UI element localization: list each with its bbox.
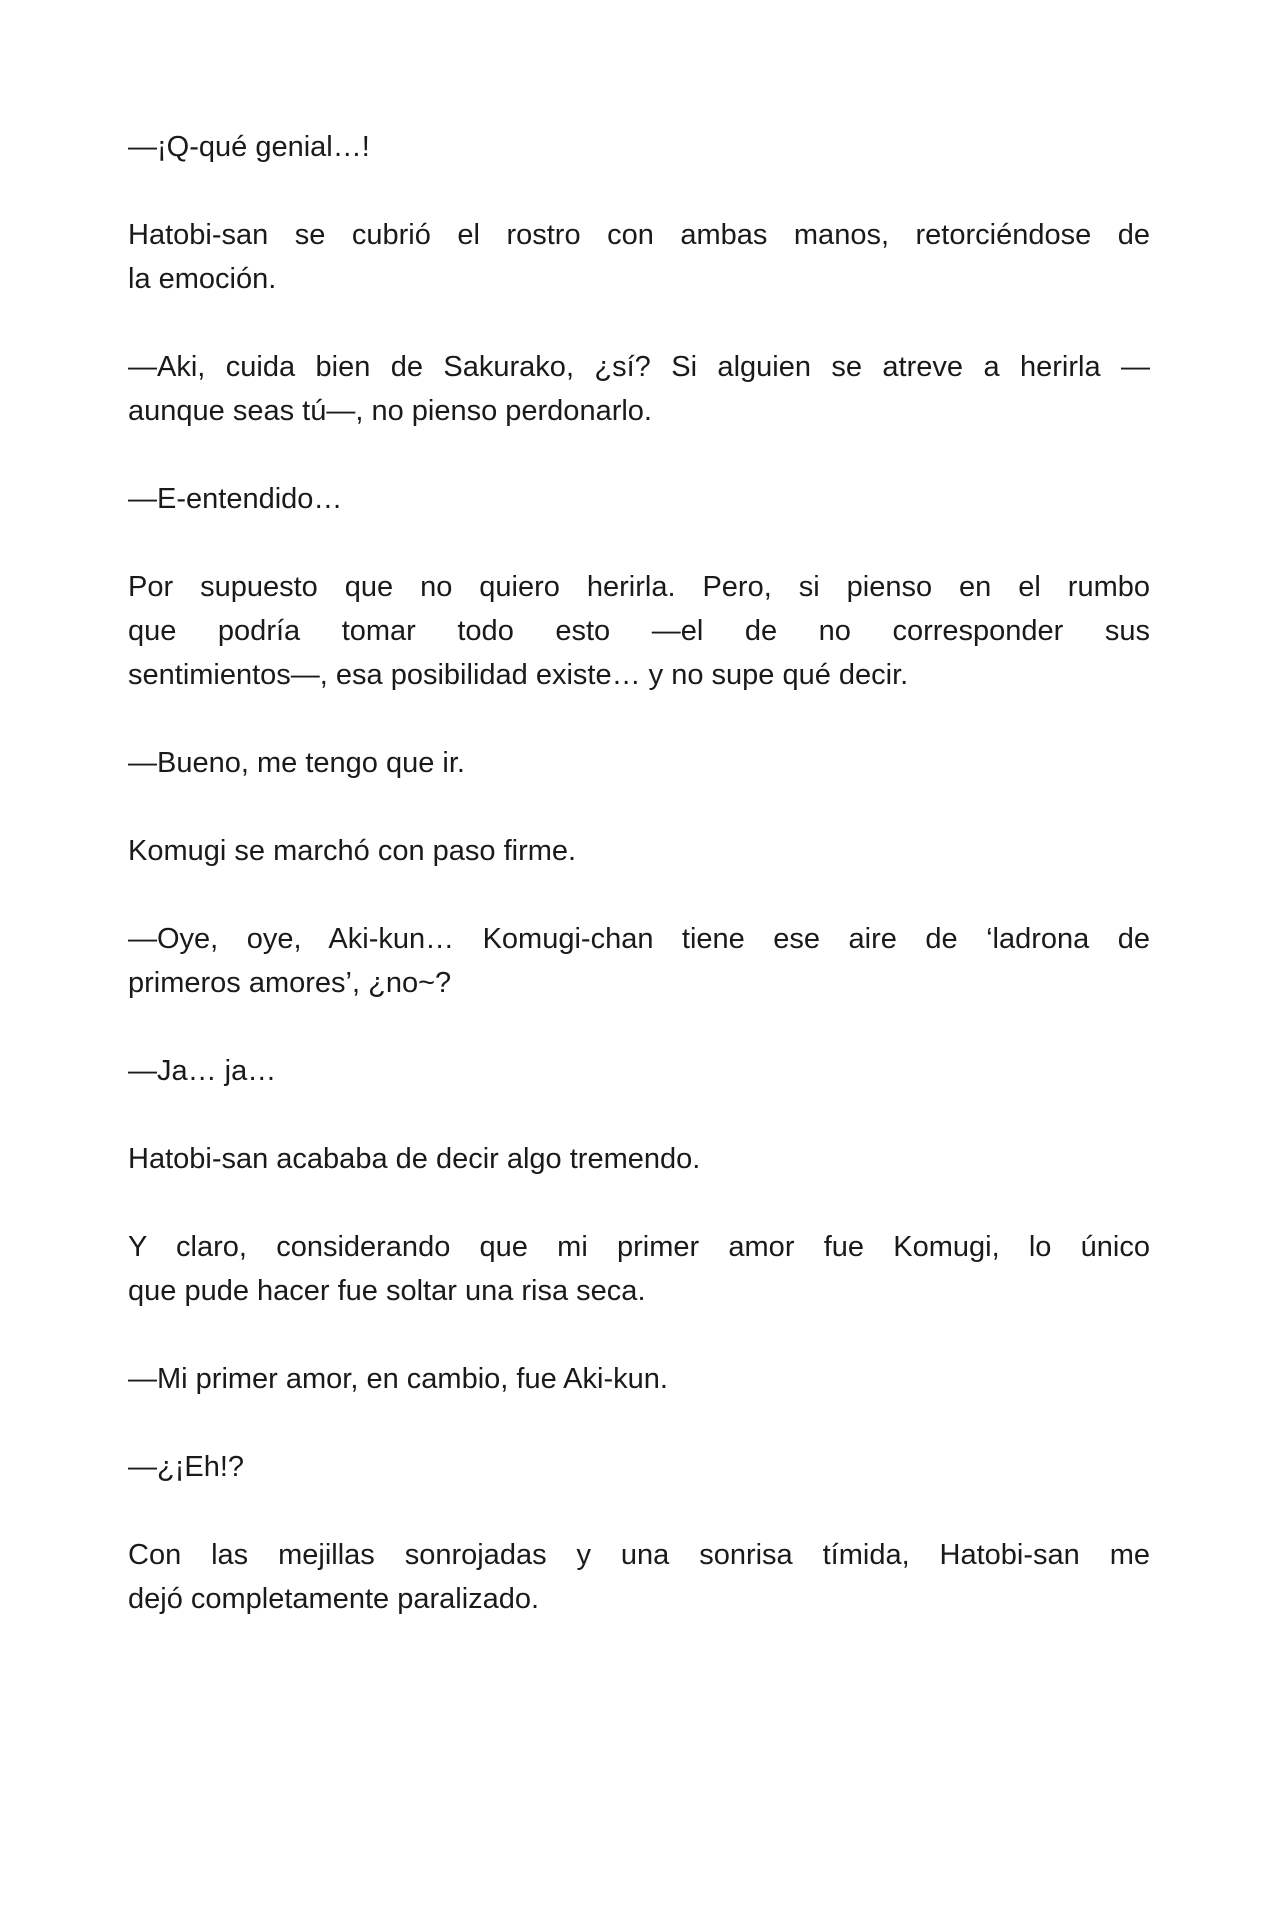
paragraph [128, 1445, 1150, 1489]
paragraph [128, 1137, 1150, 1181]
paragraph [128, 1533, 1150, 1621]
paragraph [128, 741, 1150, 785]
paragraph [128, 213, 1150, 301]
text-line: Por supuesto que no quiero herirla. Pero, si pienso en el rumbo [128, 571, 1150, 603]
text-line: la emoción. [128, 263, 277, 295]
text-line: que podría tomar todo esto —el de no corresponder sus [128, 615, 1150, 647]
text-line: Con las mejillas sonrojadas y una sonrisa tímida, Hatobi-san me [128, 1539, 1150, 1571]
document-page [128, 125, 1150, 1665]
paragraph [128, 1225, 1150, 1313]
text-line: —Mi primer amor, en cambio, fue Aki-kun. [128, 1363, 668, 1395]
paragraph [128, 1357, 1150, 1401]
text-line: —¿¡Eh!? [128, 1451, 245, 1483]
text-line: —Aki, cuida bien de Sakurako, ¿sí? Si alguien se atreve a herirla — [128, 351, 1150, 383]
text-line: Hatobi-san se cubrió el rostro con ambas manos, retorciéndose de [128, 219, 1150, 251]
text-line: —¡Q-qué genial…! [128, 131, 370, 163]
text-line: —Ja… ja… [128, 1055, 277, 1087]
text-line: —E-entendido… [128, 483, 343, 515]
paragraph [128, 565, 1150, 697]
text-line: primeros amores’, ¿no~? [128, 967, 452, 999]
paragraph [128, 477, 1150, 521]
text-line: aunque seas tú—, no pienso perdonarlo. [128, 395, 652, 427]
paragraph [128, 829, 1150, 873]
text-line: sentimientos—, esa posibilidad existe… y no supe qué decir. [128, 659, 909, 691]
text-line: —Bueno, me tengo que ir. [128, 747, 465, 779]
text-line: que pude hacer fue soltar una risa seca. [128, 1275, 646, 1307]
text-line: Hatobi-san acababa de decir algo tremendo. [128, 1143, 701, 1175]
text-line: Y claro, considerando que mi primer amor fue Komugi, lo único [128, 1231, 1150, 1263]
text-line: —Oye, oye, Aki-kun… Komugi-chan tiene ese aire de ‘ladrona de [128, 923, 1150, 955]
text-line: Komugi se marchó con paso firme. [128, 835, 577, 867]
paragraph [128, 1049, 1150, 1093]
text-line: dejó completamente paralizado. [128, 1583, 540, 1615]
paragraph [128, 345, 1150, 433]
paragraph [128, 125, 1150, 169]
paragraph [128, 917, 1150, 1005]
